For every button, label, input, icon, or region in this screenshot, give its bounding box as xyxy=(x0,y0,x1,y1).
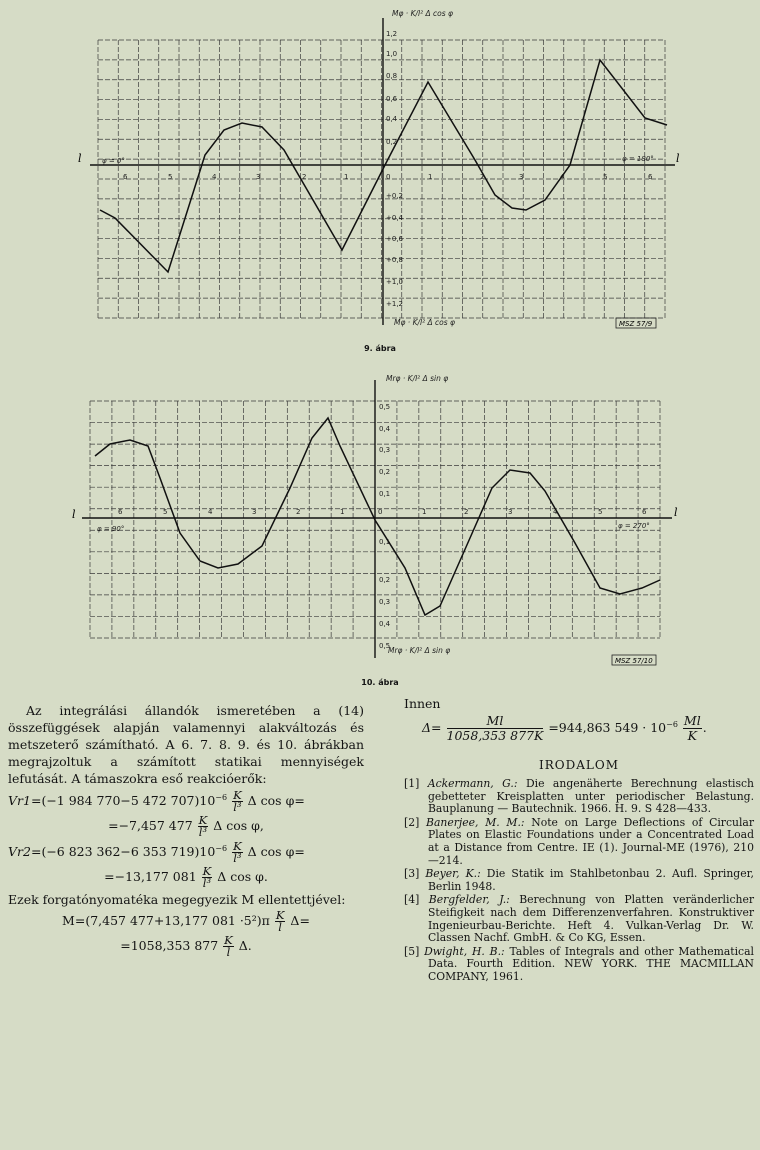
x-tick-label: 4 xyxy=(553,508,558,516)
y-tick-label: +0,8 xyxy=(386,256,403,264)
x-tick-label: 5 xyxy=(603,173,608,181)
y-tick-label: 1,0 xyxy=(386,50,398,58)
reference-number: [5] xyxy=(404,944,425,958)
frac-num: K xyxy=(202,864,212,879)
frac-num: K xyxy=(233,839,242,854)
y-tick-label: +0,2 xyxy=(386,192,403,200)
eq-part: =−13,177 081 xyxy=(104,869,197,885)
equation-vr2-result xyxy=(8,866,364,889)
frac-den: l³ xyxy=(202,876,212,891)
y-tick-label: 0,8 xyxy=(386,72,398,80)
x-tick-label: 2 xyxy=(464,508,469,516)
frac-den: 1058,353 877K xyxy=(446,728,544,743)
frac-num: K xyxy=(275,908,285,923)
paragraph-reactions: Az integrálási állandók ismeretében a (14) összefüggések alapján valamennyi alakváltozás és metszeterő számítható. A 6. 7. 8. 9. és 10. ábrákban megrajzoltuk a számított statikai mennyiségek lefutását. A támaszokra eső reakcióerők: xyxy=(8,703,364,786)
x-tick-label: 6 xyxy=(118,508,123,516)
y-tick-label: 0,6 xyxy=(386,95,398,103)
y-tick-label: +0,4 xyxy=(386,214,403,222)
eq-part: Δ= xyxy=(422,720,442,735)
frac-num: K xyxy=(198,813,208,828)
left-axis-end: l xyxy=(72,508,76,521)
frac-den: l xyxy=(226,945,231,960)
reference-author: Banerjee, M. M.: xyxy=(426,815,532,829)
right-angle-label: φ = 180° xyxy=(622,155,654,163)
eq-part: =944,863 549 · 10 xyxy=(548,720,667,735)
figure-9 xyxy=(0,0,760,353)
left-angle-label: φ = 0° xyxy=(102,157,125,165)
eq-part: Δ cos φ= xyxy=(247,844,305,860)
reference-text: Die Statik im Stahlbetonbau 2. Aufl. Springer, Berlin 1948. xyxy=(428,867,754,893)
y-tick-label: +1,0 xyxy=(386,278,403,286)
eq-part: Δ. xyxy=(238,938,252,954)
y-tick-label: 0,2 xyxy=(386,138,398,146)
eq-part: . xyxy=(702,720,707,735)
equation-m-result xyxy=(8,935,364,958)
frac-num: Ml xyxy=(683,713,701,728)
x-tick-label: 6 xyxy=(123,173,128,181)
x-tick-label: 5 xyxy=(168,173,173,181)
fraction xyxy=(223,935,234,958)
x-tick-label: 0 xyxy=(386,173,391,181)
top-axis-label: Mφ · K/l² Δ cos φ xyxy=(392,9,453,18)
fraction xyxy=(683,714,702,743)
references-heading: IRODALOM xyxy=(539,758,619,772)
x-tick-label: 2 xyxy=(480,173,485,181)
eq-part: Δ= xyxy=(290,913,310,929)
y-tick-label: 0,5 xyxy=(379,642,391,650)
reference-number: [3] xyxy=(404,867,426,881)
y-tick-label: 0,2 xyxy=(379,468,391,476)
stamp-label: MSZ 57/10 xyxy=(615,657,653,665)
figure-10-caption: 10. ábra xyxy=(361,678,399,687)
right-column xyxy=(404,695,754,985)
x-tick-label: 4 xyxy=(212,173,217,181)
reference-number: [4] xyxy=(404,893,429,907)
equation-vr1-result xyxy=(8,815,364,838)
innen-label: Innen xyxy=(404,696,441,711)
fraction xyxy=(232,790,243,813)
frac-den: l xyxy=(278,920,282,935)
reference-item xyxy=(404,778,754,816)
reference-number: [1] xyxy=(404,777,428,790)
y-tick-label: 0,5 xyxy=(379,403,391,411)
eq-part: =−7,457 477 xyxy=(108,818,193,834)
x-tick-label: 3 xyxy=(508,508,513,516)
x-tick-label: 3 xyxy=(252,508,257,516)
x-tick-label: 3 xyxy=(519,173,524,181)
y-tick-label: 0,2 xyxy=(379,576,391,584)
left-axis-end: l xyxy=(78,152,82,165)
equation-vr2 xyxy=(8,840,364,864)
right-axis-end: l xyxy=(676,152,680,165)
y-tick-label: 0,3 xyxy=(379,598,391,606)
eq-part: Δ cos φ, xyxy=(213,818,264,834)
x-tick-label: 6 xyxy=(648,173,653,181)
x-tick-label: 0 xyxy=(378,508,383,516)
y-tick-label: 0,4 xyxy=(379,620,391,628)
y-tick-label: 0,4 xyxy=(379,425,391,433)
x-tick-label: 2 xyxy=(302,173,307,181)
fraction xyxy=(447,714,544,743)
eq-lhs: Vr1 xyxy=(8,793,31,809)
x-tick-label: 1 xyxy=(428,173,433,181)
fraction xyxy=(202,866,213,889)
bottom-axis-label: Mrφ · K/l² Δ sin φ xyxy=(388,646,451,655)
equation-m xyxy=(8,910,364,933)
fraction xyxy=(198,815,209,838)
frac-num: K xyxy=(233,788,242,803)
reference-text: Berechnung von Platten veränderlicher Steifigkeit nach dem Differenzenverfahren. Konstruktiver Ingenieurbau-Berichte. Heft 4. Vulkan-Verlag Dr. W. Classen Nachf. GmbH. & Co KG, Essen. xyxy=(428,893,754,945)
x-tick-label: 4 xyxy=(208,508,213,516)
paragraph-moment: Ezek forgatónyomatéka megegyezik M ellentettjével: xyxy=(8,892,346,908)
x-tick-label: 4 xyxy=(560,173,565,181)
y-tick-label: 0,1 xyxy=(379,490,391,498)
reference-item xyxy=(404,868,754,893)
equation-delta xyxy=(422,714,754,743)
x-tick-label: 5 xyxy=(163,508,168,516)
frac-den: K xyxy=(687,728,697,743)
frac-den: l³ xyxy=(198,825,208,840)
figure-10-plot xyxy=(0,368,760,676)
eq-part: Δ cos φ= xyxy=(247,793,305,809)
reference-author: Dwight, H. B.: xyxy=(424,944,510,958)
eq-exponent: −6 xyxy=(215,844,228,854)
x-tick-label: 6 xyxy=(642,508,647,516)
frac-den: l³ xyxy=(233,800,242,815)
eq-part: =(−6 823 362−6 353 719)10 xyxy=(30,844,216,860)
frac-den: l³ xyxy=(233,851,242,866)
reference-text: Tables of Integrals and other Mathematical Data. Fourth Edition. NEW YORK. THE MACMILLAN COMPANY, 1961. xyxy=(428,944,754,983)
x-tick-label: 1 xyxy=(344,173,349,181)
reference-text: Note on Large Deflections of Circular Plates on Elastic Foundations under a Concentrated Load at a Distance from Centre. IE (1). Journal-ME (1976), 210—214. xyxy=(428,815,754,867)
reference-text: Die angenäherte Berechnung elastisch gebetteter Kreisplatten unter periodischer Belastung. Bauplanung — Bautechnik. 1966. H. 9. S 428—433. xyxy=(428,777,754,816)
y-tick-label: +1,2 xyxy=(386,300,403,308)
reference-author: Bergfelder, J.: xyxy=(428,893,520,907)
reference-item xyxy=(404,946,754,984)
eq-part: Δ cos φ. xyxy=(217,869,268,885)
fraction xyxy=(232,841,243,864)
equation-vr1 xyxy=(8,789,364,813)
right-axis-end: l xyxy=(674,506,678,519)
moment-curve xyxy=(95,418,660,615)
reference-item xyxy=(404,817,754,867)
frac-num: K xyxy=(224,933,233,948)
reference-item xyxy=(404,894,754,944)
left-column xyxy=(8,702,364,960)
reference-number: [2] xyxy=(404,815,427,829)
y-tick-label: 0,4 xyxy=(386,115,398,123)
figure-9-caption: 9. ábra xyxy=(364,344,396,353)
right-angle-label: φ = 270° xyxy=(618,522,650,530)
eq-exponent: −6 xyxy=(215,793,228,802)
eq-part: M=(7,457 477+13,177 081 ·5²)π xyxy=(62,913,270,929)
y-tick-label: 0,1 xyxy=(379,538,391,546)
reference-author: Beyer, K.: xyxy=(425,867,487,881)
x-tick-label: 3 xyxy=(256,173,261,181)
figure-9-plot xyxy=(0,0,760,345)
eq-exponent: −6 xyxy=(666,719,678,729)
y-tick-label: +0,6 xyxy=(386,235,403,243)
left-angle-label: φ = 90° xyxy=(97,525,125,533)
x-tick-label: 1 xyxy=(422,508,427,516)
frac-num: Ml xyxy=(447,714,544,729)
eq-part: =1058,353 877 xyxy=(120,938,219,954)
y-tick-label: 1,2 xyxy=(386,30,398,38)
top-axis-label: Mrφ · K/l² Δ sin φ xyxy=(386,374,449,383)
fraction xyxy=(275,910,286,933)
eq-part: =(−1 984 770−5 472 707)10 xyxy=(30,793,216,809)
x-tick-label: 1 xyxy=(340,508,345,516)
figure-10 xyxy=(0,368,760,687)
bottom-axis-label: Mφ · K/l² Δ cos φ xyxy=(394,318,455,327)
stamp-label: MSZ 57/9 xyxy=(619,320,653,328)
x-tick-label: 2 xyxy=(296,508,301,516)
references-list xyxy=(404,778,754,984)
y-tick-label: 0,3 xyxy=(379,446,391,454)
eq-lhs: Vr2 xyxy=(8,844,31,860)
reference-author: Ackermann, G.: xyxy=(427,777,526,790)
x-tick-label: 5 xyxy=(598,508,603,516)
